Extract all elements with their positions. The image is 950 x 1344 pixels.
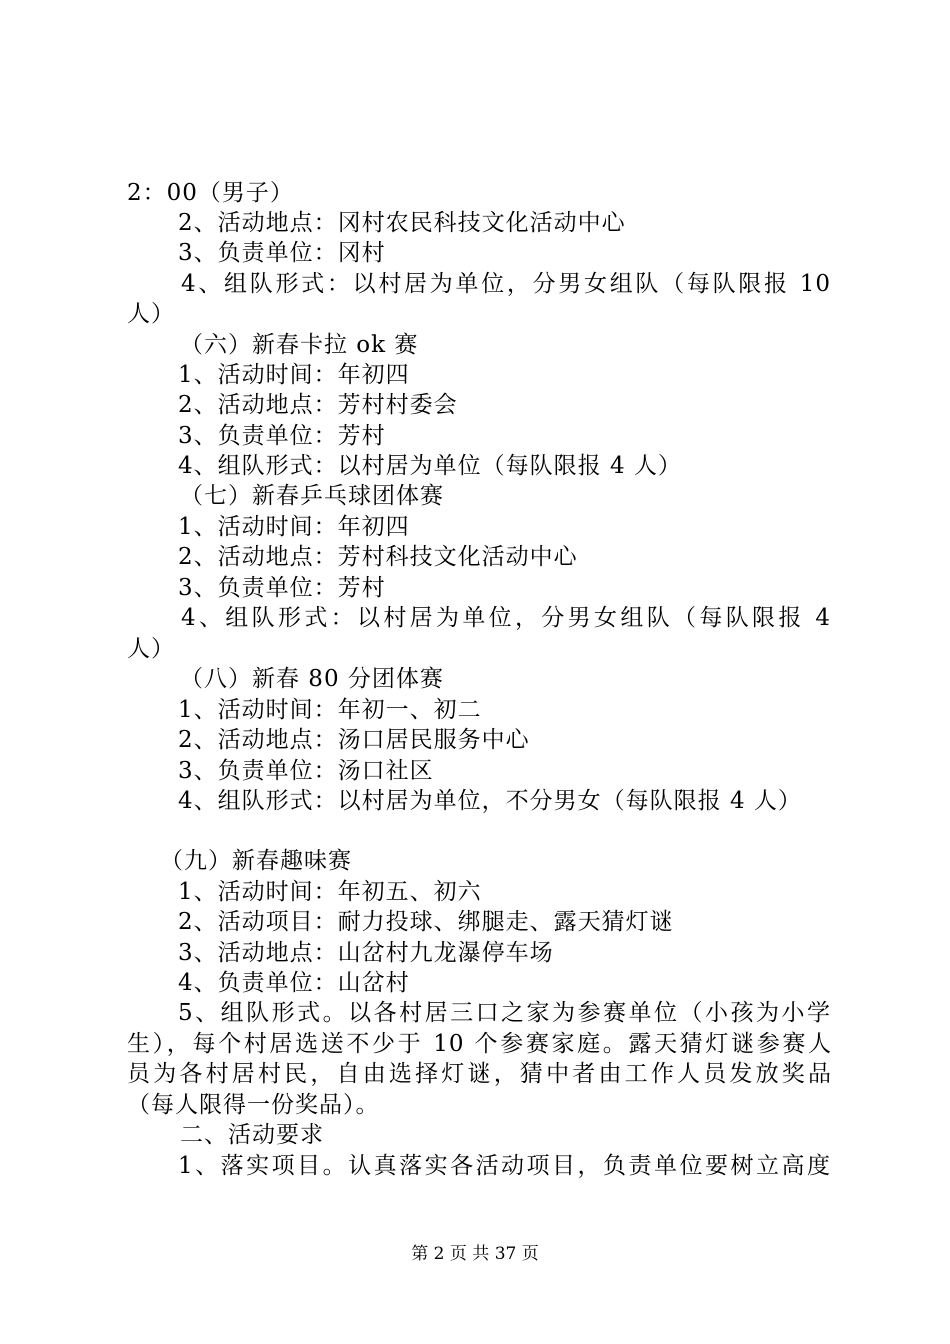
text-line: 2、活动地点：芳村村委会 [178, 392, 458, 418]
text-line: 3、活动地点：山岔村九龙瀑停车场 [178, 940, 554, 966]
text-line: 5、组队形式。以各村居三口之家为参赛单位（小孩为小学 [178, 1000, 831, 1026]
text-line: 2、活动项目：耐力投球、绑腿走、露天猜灯谜 [178, 909, 674, 935]
text-line: （每人限得一份奖品）。 [127, 1092, 380, 1118]
section-heading: （八）新春 80 分团体赛 [180, 666, 444, 692]
text-line: 人） [127, 636, 175, 662]
text-line: 1、活动时间：年初四 [178, 362, 410, 388]
section-heading: 二、活动要求 [180, 1122, 324, 1148]
text-line: 员为各村居村民，自由选择灯谜，猜中者由工作人员发放奖品 [127, 1061, 832, 1087]
text-line: 2、活动地点：汤口居民服务中心 [178, 727, 530, 753]
text-line: 1、活动时间：年初一、初二 [178, 697, 482, 723]
text-line: 3、负责单位：冈村 [178, 240, 386, 266]
text-line: 3、负责单位：芳村 [178, 423, 386, 449]
text-line: 人） [127, 301, 175, 327]
text-line: 生），每个村居选送不少于 10 个参赛家庭。露天猜灯谜参赛人 [127, 1031, 832, 1057]
page-footer: 第 2 页 共 37 页 [411, 1244, 539, 1264]
text-line: 4、组队形式：以村居为单位，分男女组队（每队限报 10 [181, 271, 831, 297]
section-heading: （七）新春乒乓球团体赛 [180, 483, 444, 509]
text-line: 4、组队形式：以村居为单位，不分男女（每队限报 4 人） [178, 788, 802, 814]
text-line: 2：00（男子） [127, 180, 294, 206]
section-heading: （九）新春趣味赛 [160, 848, 352, 874]
text-line: 4、负责单位：山岔村 [178, 970, 410, 996]
text-line: 1、活动时间：年初五、初六 [178, 879, 482, 905]
text-line: 2、活动地点：冈村农民科技文化活动中心 [178, 210, 626, 236]
text-line: 2、活动地点：芳村科技文化活动中心 [178, 544, 578, 570]
text-line: 4、组队形式：以村居为单位，分男女组队（每队限报 4 [181, 605, 831, 631]
text-line: 4、组队形式：以村居为单位（每队限报 4 人） [178, 453, 682, 479]
text-line: 3、负责单位：汤口社区 [178, 758, 434, 784]
text-line: 3、负责单位：芳村 [178, 575, 386, 601]
text-line: 1、活动时间：年初四 [178, 514, 410, 540]
text-line: 1、落实项目。认真落实各活动项目，负责单位要树立高度 [178, 1153, 831, 1179]
section-heading: （六）新春卡拉 ok 赛 [180, 332, 419, 358]
